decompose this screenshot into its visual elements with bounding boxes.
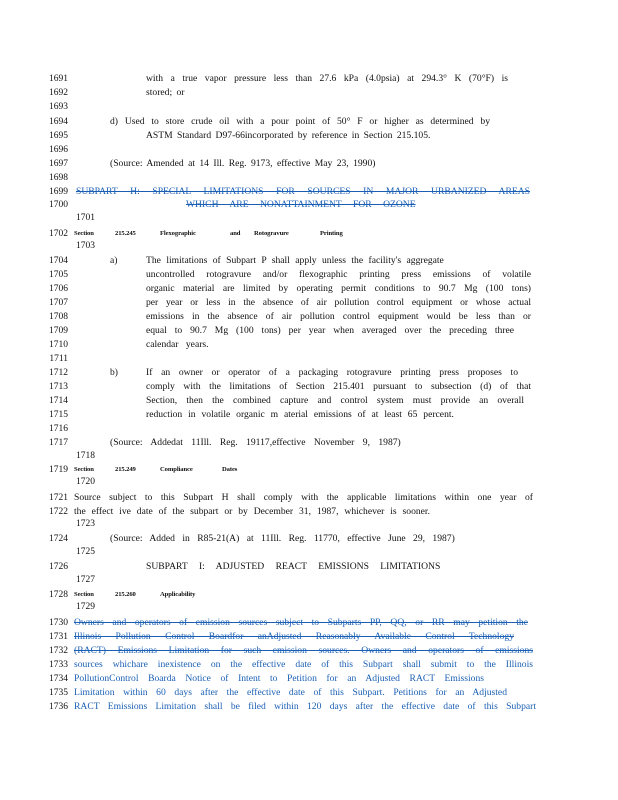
section-title: Printing xyxy=(320,230,343,237)
body-text-line: If an owner or operator of a packaging rotogravure printing press proposes to xyxy=(146,367,518,378)
section-number: 215.245 xyxy=(115,230,136,237)
line-number: 1703 xyxy=(76,241,95,251)
body-text-line: reduction in volatile organic m aterial emissions of at least 65 percent. xyxy=(146,409,454,420)
source-note: (Source: Added in R85-21(A) at 11Ill. Reg. 11770, effective June 29, 1987) xyxy=(110,533,455,544)
paragraph-label: b) xyxy=(110,367,118,378)
section-title: Flexographic xyxy=(160,230,196,237)
line-number: 1725 xyxy=(76,547,95,557)
deleted-text-line: Illinois Pollution Control Boardfor anAdjusted Reasonably Available Control Technology xyxy=(74,631,514,642)
section-label: Section xyxy=(74,591,94,598)
line-number: 1707 xyxy=(49,298,68,308)
line-number: 1705 xyxy=(49,270,68,280)
section-label: Section xyxy=(74,466,94,473)
source-note: (Source: Amended at 14 Ill. Reg. 9173, effective May 23, 1990) xyxy=(110,158,376,169)
body-text-line: comply with the limitations of Section 215.401 pursuant to subsection (d) of that xyxy=(146,381,531,392)
line-number: 1723 xyxy=(76,519,95,529)
line-number: 1733 xyxy=(49,660,68,670)
line-number: 1726 xyxy=(49,562,68,572)
line-number: 1701 xyxy=(76,213,95,223)
line-number: 1731 xyxy=(49,632,68,642)
line-number: 1699 xyxy=(49,187,68,197)
section-title: and xyxy=(230,230,241,237)
line-number: 1718 xyxy=(76,451,95,461)
line-number: 1698 xyxy=(49,173,68,183)
line-number: 1693 xyxy=(49,102,68,112)
source-note: (Source: Addedat 11Ill. Reg. 19117,effective November 9, 1987) xyxy=(110,437,401,448)
section-number: 215.260 xyxy=(115,591,136,598)
section-number: 215.249 xyxy=(115,466,136,473)
deleted-text-line: (RACT) Emissions Limitation for such emission sources. Owners and operators of emissions xyxy=(74,645,533,656)
section-title: Compliance xyxy=(160,466,193,473)
body-text-line: calendar years. xyxy=(146,339,209,350)
line-number: 1706 xyxy=(49,284,68,294)
section-title: Rotogravure xyxy=(254,230,289,237)
body-text-line: The limitations of Subpart P shall apply unless the facility's aggregate xyxy=(146,255,444,266)
line-number: 1709 xyxy=(49,326,68,336)
body-text-line: organic material are limited by operating permit conditions to 90.7 Mg (100 tons) xyxy=(146,283,531,294)
body-text-line: ASTM Standard D97-66incorporated by reference in Section 215.105. xyxy=(146,130,431,141)
amended-text-line: RACT Emissions Limitation shall be filed within 120 days after the effective date of this Subpart xyxy=(74,701,536,712)
amended-text-line: Limitation within 60 days after the effective date of this Subpart. Petitions for an Adjusted xyxy=(74,687,507,698)
line-number: 1736 xyxy=(49,702,68,712)
line-number: 1697 xyxy=(49,159,68,169)
body-text-line: Source subject to this Subpart H shall comply with the applicable limitations within one year of xyxy=(74,492,533,503)
line-number: 1715 xyxy=(49,410,68,420)
line-number: 1734 xyxy=(49,674,68,684)
amended-text-line: PollutionControl Boarda Notice of Intent to Petition for an Adjusted RACT Emissions xyxy=(74,673,484,684)
line-number: 1708 xyxy=(49,312,68,322)
line-number: 1735 xyxy=(49,688,68,698)
paragraph-label: a) xyxy=(110,255,118,266)
line-number: 1711 xyxy=(49,354,68,364)
line-number: 1729 xyxy=(76,602,95,612)
line-number: 1696 xyxy=(49,145,68,155)
body-text-line: the effect ive date of the subpart or by December 31, 1987, whichever is sooner. xyxy=(74,506,430,517)
line-number: 1713 xyxy=(49,382,68,392)
section-title: Applicability xyxy=(160,591,196,598)
body-text-line: uncontrolled rotogravure and/or flexographic printing press emissions of volatile xyxy=(146,269,531,280)
line-number: 1730 xyxy=(49,618,68,628)
deleted-text-line: Owners and operators of emission sources subject to Subparts PP, QQ, or RR may petition the xyxy=(74,617,528,628)
line-number: 1716 xyxy=(49,424,68,434)
line-number: 1712 xyxy=(49,368,68,378)
subpart-heading: SUBPART I: ADJUSTED REACT EMISSIONS LIMITATIONS xyxy=(146,561,441,572)
line-number: 1691 xyxy=(49,74,68,84)
body-text-line: emissions in the absence of air pollution control equipment would be less than or xyxy=(146,311,531,322)
line-number: 1704 xyxy=(49,256,68,266)
line-number: 1714 xyxy=(49,396,68,406)
line-number: 1732 xyxy=(49,646,68,656)
body-text-line: d) Used to store crude oil with a pour point of 50° F or higher as determined by xyxy=(110,116,490,127)
body-text-line: equal to 90.7 Mg (100 tons) per year when averaged over the preceding three xyxy=(146,325,514,336)
deleted-subpart-heading: WHICH ARE NONATTAINMENT FOR OZONE xyxy=(186,199,416,210)
line-number: 1692 xyxy=(49,88,68,98)
line-number: 1728 xyxy=(49,590,68,600)
section-title: Dates xyxy=(222,466,238,473)
line-number: 1702 xyxy=(49,229,68,239)
line-number: 1717 xyxy=(49,438,68,448)
line-number: 1710 xyxy=(49,340,68,350)
body-text-line: per year or less in the absence of air pollution control equipment or whose actual xyxy=(146,297,531,308)
body-text-line: Section, then the combined capture and control system must provide an overall xyxy=(146,395,524,406)
line-number: 1724 xyxy=(49,534,68,544)
line-number: 1722 xyxy=(49,507,68,517)
line-number: 1727 xyxy=(76,575,95,585)
amended-text-line: sources whichare inexistence on the effective date of this Subpart shall submit to the Illinois xyxy=(74,659,533,670)
body-text-line: stored; or xyxy=(146,87,185,98)
body-text-line: with a true vapor pressure less than 27.6 kPa (4.0psia) at 294.3° K (70°F) is xyxy=(146,73,508,84)
line-number: 1700 xyxy=(49,200,68,210)
line-number: 1694 xyxy=(49,117,68,127)
line-number: 1695 xyxy=(49,131,68,141)
section-label: Section xyxy=(74,230,94,237)
line-number: 1719 xyxy=(49,465,68,475)
deleted-subpart-heading: SUBPART H: SPECIAL LIMITATIONS FOR SOURCES IN MAJOR URBANIZED AREAS xyxy=(76,186,530,197)
line-number: 1721 xyxy=(49,493,68,503)
line-number: 1720 xyxy=(76,477,95,487)
